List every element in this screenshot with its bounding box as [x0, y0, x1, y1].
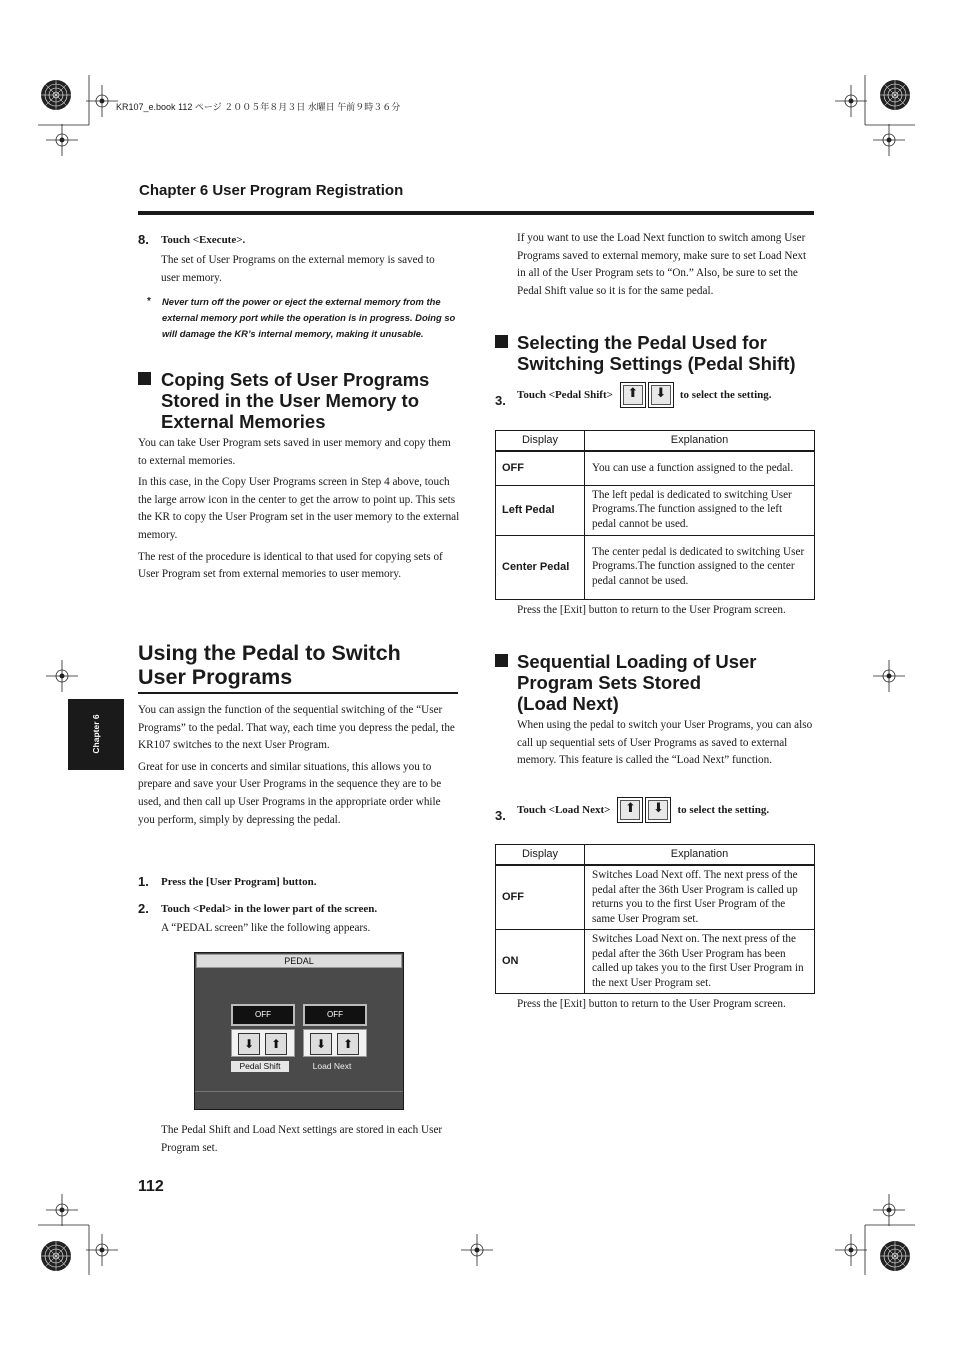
load-next-group [303, 1004, 367, 1072]
intro-paragraph: If you want to use the Load Next function to switch among User Programs saved to external memory, make sure to set Load Next in all of the User Program sets to “On.” Also, be sure to set the Pedal Shift value so it is for the same pedal. [517, 232, 807, 297]
up-arrow-icon[interactable]: ⬆ [617, 797, 643, 823]
step-instruction: Touch <Pedal> in the lower part of the screen. [161, 903, 378, 915]
coping-body [138, 435, 460, 588]
pedal-screen [194, 952, 404, 1110]
pedal-screen-title: PEDAL [196, 954, 402, 968]
table-row [496, 865, 815, 930]
using-body [138, 702, 460, 833]
step-number: 2. [138, 901, 149, 916]
file-info: KR107_e.book 112 ページ ２００５年８月３日 水曜日 午前９時３６分 [116, 102, 401, 112]
table-header: Explanation [585, 431, 815, 452]
table-cell-explanation: Switches Load Next off. The next press of the pedal after the 36th User Program is called up returns you to the first User Program of the same User Program set. [585, 865, 815, 930]
header-rule [138, 211, 814, 215]
step-number: 3. [495, 393, 506, 408]
heading-bullet [138, 372, 151, 385]
step-instruction: Touch <Load Next> [517, 804, 611, 816]
heading-text: Selecting the Pedal Used for Switching Settings (Pedal Shift) [517, 332, 796, 374]
paragraph: You can assign the function of the sequential switching of the “User Programs” to the pedal. That way, each time you depress the pedal, the KR107 switches to the next User Program. [138, 704, 455, 752]
chapter-side-tab-label: Chapter 6 [91, 714, 101, 754]
load-next-buttons [303, 1029, 367, 1057]
paragraph: You can take User Program sets saved in user memory and copy them to external memories. [138, 437, 451, 467]
load-next-intro: When using the pedal to switch your User Programs, you can also call up sequential sets of User Programs as saved to external memory. This feature is called the “Load Next” function. [517, 719, 813, 767]
chapter-side-tab [68, 699, 124, 770]
step-instruction: Touch <Execute>. [161, 234, 246, 246]
down-arrow-icon[interactable]: ⬇ [238, 1033, 260, 1055]
exit-note: Press the [Exit] button to return to the User Program screen. [517, 998, 786, 1010]
up-arrow-icon[interactable]: ⬆ [620, 382, 646, 408]
heading-line: Sequential Loading of User [517, 651, 757, 672]
step-instruction: Press the [User Program] button. [161, 876, 317, 888]
table-row [496, 535, 815, 599]
table-cell-explanation: You can use a function assigned to the pedal. [585, 451, 815, 485]
pedal-shift-table [495, 430, 815, 600]
table-header: Display [496, 431, 585, 452]
load-next-value[interactable]: OFF [303, 1004, 367, 1026]
down-arrow-icon[interactable]: ⬇ [645, 797, 671, 823]
paragraph: Great for use in concerts and similar situations, this allows you to prepare and save your User Programs in the sequence they are to be used, and then call up User Programs in the appropriate order while you perform, simply by depressing the pedal. [138, 760, 442, 826]
heading-text [495, 651, 825, 714]
step-number: 8. [138, 232, 149, 247]
step-text: The set of User Programs on the external memory is saved to user memory. [161, 254, 435, 284]
table-cell-display: ON [496, 930, 585, 994]
section-heading [495, 332, 825, 374]
chapter-title: Chapter 6 User Program Registration [139, 182, 404, 199]
pedal-shift-buttons [231, 1029, 295, 1057]
table-header: Display [496, 845, 585, 866]
step-line [517, 382, 772, 408]
up-arrow-icon[interactable]: ⬆ [337, 1033, 359, 1055]
exit-note: Press the [Exit] button to return to the User Program screen. [517, 604, 786, 616]
heading-line: Program Sets Stored [517, 672, 702, 693]
table-row [496, 930, 815, 994]
section-heading [138, 369, 458, 432]
table-cell-display: OFF [496, 451, 585, 485]
table-header-row [496, 431, 815, 452]
section-heading [495, 651, 825, 714]
down-arrow-icon[interactable]: ⬇ [310, 1033, 332, 1055]
step-line [517, 797, 769, 823]
heading-bullet [495, 654, 508, 667]
table-cell-display: OFF [496, 865, 585, 930]
table-header: Explanation [585, 845, 815, 866]
step-suffix: to select the setting. [679, 389, 772, 401]
table-row [496, 451, 815, 485]
pedal-shift-value[interactable]: OFF [231, 1004, 295, 1026]
table-cell-explanation: The center pedal is dedicated to switching User Programs.The function assigned to the center pedal cannot be used. [585, 535, 815, 599]
step-suffix: to select the setting. [677, 804, 770, 816]
pedal-shift-group [231, 1004, 295, 1072]
screen-divider [195, 1091, 403, 1092]
page-number: 112 [138, 1178, 164, 1195]
heading-line: (Load Next) [517, 693, 619, 714]
table-cell-display: Left Pedal [496, 485, 585, 535]
paragraph: The rest of the procedure is identical to that used for copying sets of User Program set from external memories to user memory. [138, 550, 443, 581]
step-instruction: Touch <Pedal Shift> [517, 389, 613, 401]
note-text: Never turn off the power or eject the external memory from the external memory port while the operation is in progress. Doing so will damage the KR’s internal memory, making it unusable. [162, 296, 456, 339]
step-text: A “PEDAL screen” like the following appears. [161, 922, 371, 934]
heading-bullet [495, 335, 508, 348]
heading-text: Coping Sets of User Programs Stored in the User Memory to External Memories [161, 369, 430, 432]
note-star: * [147, 296, 151, 307]
table-cell-explanation: The left pedal is dedicated to switching User Programs.The function assigned to the left pedal cannot be used. [585, 485, 815, 535]
load-next-table [495, 844, 815, 994]
section-title: Using the Pedal to Switch User Programs [138, 641, 401, 689]
section-title-rule [138, 692, 458, 694]
table-header-row [496, 845, 815, 866]
pedal-shift-label: Pedal Shift [231, 1061, 289, 1072]
table-cell-display: Center Pedal [496, 535, 585, 599]
load-next-label: Load Next [312, 1061, 352, 1071]
down-arrow-icon[interactable]: ⬇ [648, 382, 674, 408]
up-arrow-icon[interactable]: ⬆ [265, 1033, 287, 1055]
screen-caption: The Pedal Shift and Load Next settings are stored in each User Program set. [161, 1124, 443, 1154]
step-number: 3. [495, 808, 506, 823]
table-row [496, 485, 815, 535]
paragraph: In this case, in the Copy User Programs screen in Step 4 above, touch the large arrow icon in the center to get the arrow to point up. This sets the KR to copy the User Program set in the user memory to the external memory. [138, 476, 460, 541]
table-cell-explanation: Switches Load Next on. The next press of the pedal after the 36th User Program has been called up takes you to the first User Program in the next User Program set. [585, 930, 815, 994]
step-number: 1. [138, 874, 149, 889]
